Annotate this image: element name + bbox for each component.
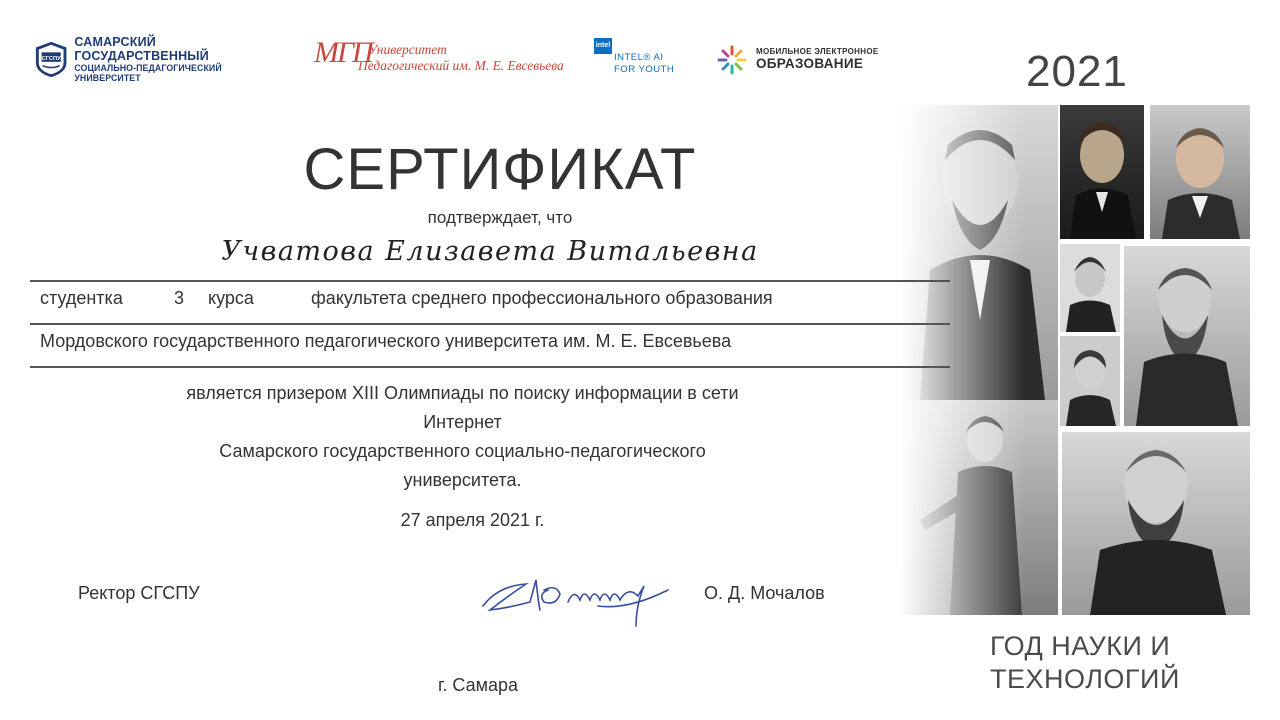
mgpu-logo-mark: МГП: [314, 36, 372, 69]
course-word: курса: [208, 288, 254, 308]
year-of-science-label: [990, 630, 1180, 696]
intel-box-icon: intel: [594, 38, 612, 54]
student-status: студентка: [40, 288, 123, 308]
divider-line: [30, 280, 950, 282]
rector-title: Ректор СГСПУ: [78, 583, 200, 603]
mobile-education-logo: [716, 42, 886, 78]
intel-logo-line1: INTEL® AI: [614, 52, 664, 63]
divider-line: [30, 366, 950, 368]
award-line-2: Интернет: [423, 412, 502, 432]
recipient-name: Учватова Елизавета Витальевна: [221, 236, 759, 267]
intel-logo-line2: FOR YOUTH: [614, 64, 675, 75]
intel-ai-logo: [594, 38, 694, 78]
award-line-4: университета.: [403, 470, 522, 490]
university-name: Мордовского государственного педагогического университета им. М. Е. Евсевьева: [40, 331, 732, 351]
sgspu-emblem-icon: [34, 39, 68, 79]
mobile-education-emblem-icon: [716, 44, 748, 76]
divider-line: [30, 323, 950, 325]
rector-name: О. Д. Мочалов: [704, 583, 825, 603]
year-of-line2: ТЕХНОЛОГИЙ: [990, 664, 1180, 694]
faculty-name: факультета среднего профессионального образования: [311, 288, 773, 308]
award-line-3: Самарского государственного социально-педагогического: [219, 441, 706, 461]
course-number: 3: [174, 288, 185, 308]
sgspu-logo-line2: СОЦИАЛЬНО-ПЕДАГОГИЧЕСКИЙ УНИВЕРСИТЕТ: [74, 63, 222, 84]
confirms-text: подтверждает, что: [427, 208, 573, 227]
certificate-title: СЕРТИФИКАТ: [303, 137, 697, 202]
rector-signature: [478, 566, 693, 632]
student-info-line: [40, 288, 773, 309]
award-line-1: является призером XIII Олимпиады по поиску информации в сети: [186, 383, 739, 403]
mgpu-logo-line2: Педагогический им. М. Е. Евсевьева: [358, 58, 564, 73]
certificate-date: 27 апреля 2021 г.: [400, 510, 545, 530]
year-of-line1: ГОД НАУКИ И: [990, 631, 1171, 661]
sgspu-logo-line1: САМАРСКИЙ ГОСУДАРСТВЕННЫЙ: [74, 34, 209, 63]
year-label: 2021: [1026, 47, 1128, 96]
mobile-education-line2: ОБРАЗОВАНИЕ: [756, 55, 864, 71]
city-label: г. Самара: [438, 675, 518, 695]
mgpu-logo-line1: Университет: [368, 42, 447, 57]
mobile-education-line1: МОБИЛЬНОЕ ЭЛЕКТРОННОЕ: [756, 47, 879, 57]
mgpu-logo: [314, 36, 564, 78]
sgspu-logo: [34, 34, 284, 84]
sgspu-emblem-text: СГСПУ: [41, 55, 61, 62]
